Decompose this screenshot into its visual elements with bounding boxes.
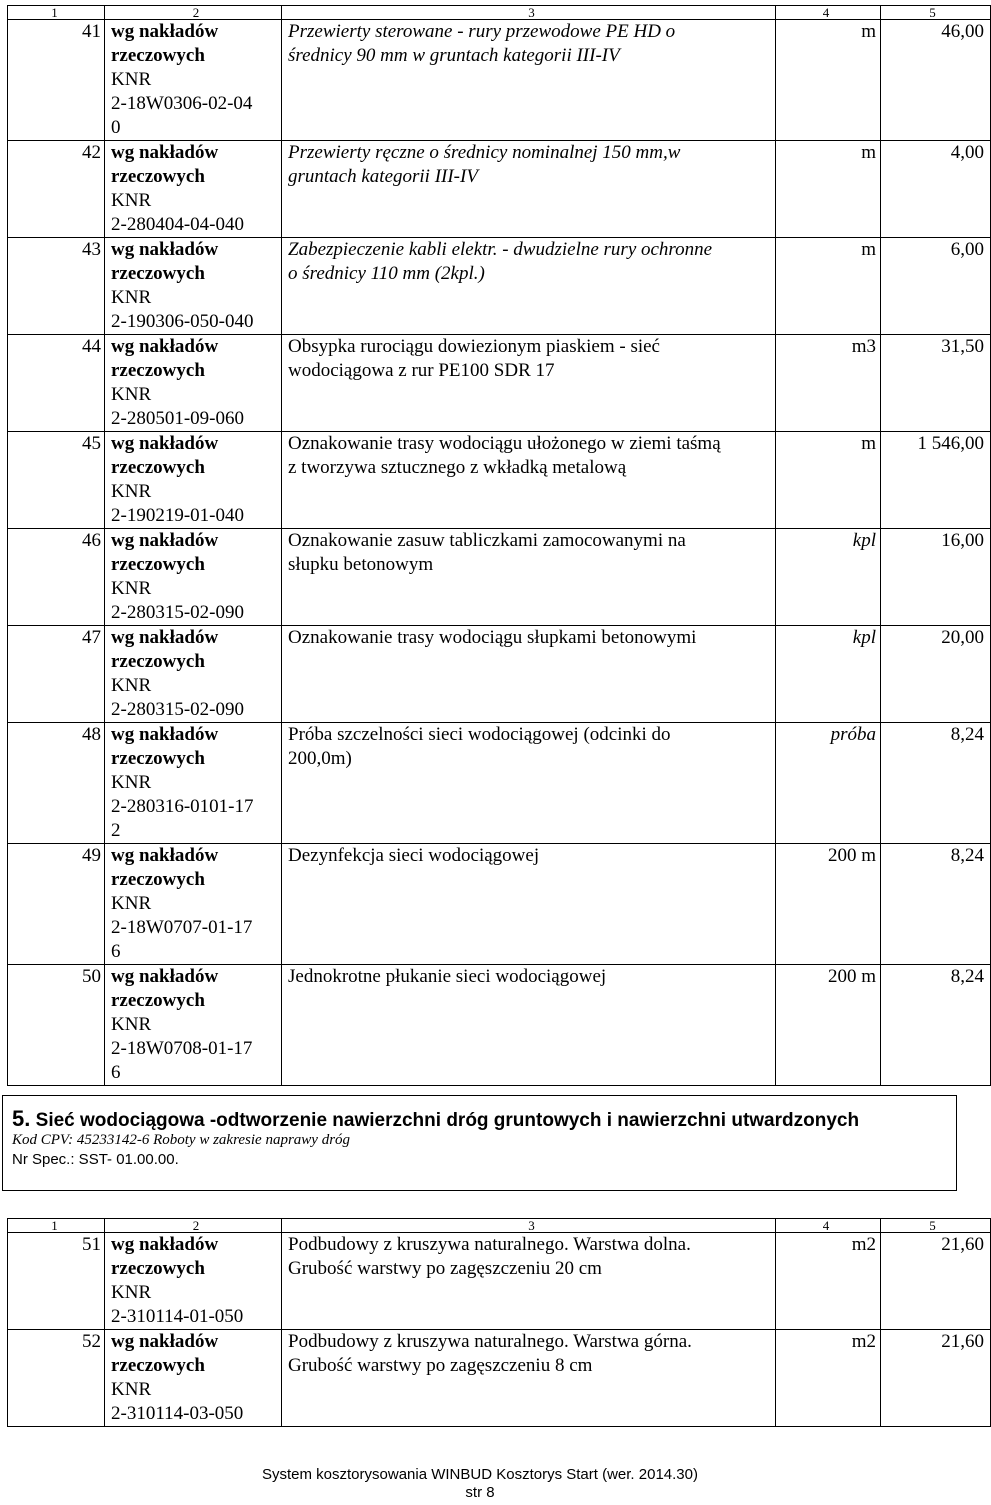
item-description-line: o średnicy 110 mm (2kpl.) (288, 263, 485, 284)
item-source-line: wg nakładów (111, 21, 219, 42)
item-number-text: 45 (82, 433, 101, 454)
table-row (8, 626, 991, 723)
item-source-line: rzeczowych (111, 869, 205, 890)
header-col-2: 2 (105, 6, 282, 20)
header-col-4: 4 (776, 1219, 881, 1233)
item-description-line: słupku betonowym (288, 554, 434, 575)
section-title (12, 1106, 859, 1132)
item-source-line: wg nakładów (111, 239, 219, 260)
item-quantity (881, 1330, 991, 1427)
item-description-line: Podbudowy z kruszywa naturalnego. Warstwa dolna. (288, 1234, 691, 1255)
item-source (105, 432, 282, 529)
item-source (105, 141, 282, 238)
header-col-4: 4 (776, 6, 881, 20)
item-quantity (881, 723, 991, 844)
item-description-line: Obsypka rurociągu dowiezionym piaskiem - sieć (288, 336, 660, 357)
item-source-line: rzeczowych (111, 1258, 205, 1279)
item-description-line: 200,0m) (288, 748, 352, 769)
item-source-line: KNR (111, 481, 152, 502)
item-source-line: 0 (111, 117, 121, 138)
item-description (282, 626, 776, 723)
item-unit (776, 432, 881, 529)
item-description (282, 723, 776, 844)
item-number-text: 44 (82, 336, 101, 357)
item-description-line: średnicy 90 mm w gruntach kategorii III-IV (288, 45, 620, 66)
item-quantity (881, 529, 991, 626)
item-source-line: 6 (111, 1062, 121, 1083)
table-row (8, 20, 991, 141)
item-unit-text: m (861, 433, 876, 454)
item-source-line: wg nakładów (111, 1234, 219, 1255)
item-quantity (881, 965, 991, 1086)
item-source (105, 1233, 282, 1330)
item-source-line: rzeczowych (111, 166, 205, 187)
item-number (8, 238, 105, 335)
item-number (8, 723, 105, 844)
item-quantity-text: 21,60 (941, 1234, 984, 1255)
item-source-line: rzeczowych (111, 651, 205, 672)
item-description (282, 20, 776, 141)
table-header-row (8, 1219, 991, 1233)
header-col-5: 5 (881, 6, 991, 20)
item-source (105, 335, 282, 432)
item-number-text: 48 (82, 724, 101, 745)
item-description-line: Oznakowanie zasuw tabliczkami zamocowanymi na (288, 530, 686, 551)
item-unit-text: 200 m (827, 845, 876, 866)
section-cpv-code: Kod CPV: 45233142-6 Roboty w zakresie naprawy dróg (12, 1132, 351, 1148)
item-description-line: Oznakowanie trasy wodociągu ułożonego w ziemi taśmą (288, 433, 721, 454)
item-source-line: rzeczowych (111, 990, 205, 1011)
item-quantity (881, 432, 991, 529)
item-unit (776, 20, 881, 141)
item-unit (776, 626, 881, 723)
section-header (2, 1095, 957, 1191)
item-unit (776, 965, 881, 1086)
item-source-line: rzeczowych (111, 748, 205, 769)
item-description-line: Próba szczelności sieci wodociągowej (odcinki do (288, 724, 671, 745)
item-number (8, 335, 105, 432)
item-unit (776, 529, 881, 626)
item-quantity (881, 626, 991, 723)
item-quantity-text: 46,00 (941, 21, 984, 42)
item-source (105, 965, 282, 1086)
item-quantity (881, 141, 991, 238)
table-row (8, 844, 991, 965)
item-quantity-text: 4,00 (950, 142, 984, 163)
item-source-line: KNR (111, 893, 152, 914)
item-quantity (881, 1233, 991, 1330)
table-row (8, 965, 991, 1086)
header-col-2: 2 (105, 1219, 282, 1233)
item-number-text: 50 (82, 966, 101, 987)
item-source-line: KNR (111, 190, 152, 211)
item-description-line: Grubość warstwy po zagęszczeniu 20 cm (288, 1258, 602, 1279)
cost-table-upper (7, 5, 991, 1086)
item-source-line: wg nakładów (111, 336, 219, 357)
item-unit-text: m2 (851, 1331, 876, 1352)
item-number (8, 844, 105, 965)
item-unit-text: kpl (852, 530, 876, 551)
item-source-line: wg nakładów (111, 966, 219, 987)
item-source-line: wg nakładów (111, 724, 219, 745)
item-unit (776, 723, 881, 844)
item-source-line: 2-310114-01-050 (111, 1306, 244, 1327)
item-source-line: wg nakładów (111, 433, 219, 454)
item-description (282, 141, 776, 238)
item-source-line: rzeczowych (111, 554, 205, 575)
item-source-line: 2-280315-02-090 (111, 602, 244, 623)
item-source-line: wg nakładów (111, 1331, 219, 1352)
item-source-line: KNR (111, 772, 152, 793)
item-quantity-text: 8,24 (950, 966, 984, 987)
item-source-line: KNR (111, 1379, 152, 1400)
item-source-line: 2-190306-050-040 (111, 311, 254, 332)
item-source-line: wg nakładów (111, 845, 219, 866)
item-source (105, 844, 282, 965)
item-description (282, 432, 776, 529)
item-source (105, 1330, 282, 1427)
item-description-line: Przewierty sterowane - rury przewodowe PE HD o (288, 21, 676, 42)
item-description (282, 238, 776, 335)
footer-page-number: str 8 (465, 1484, 495, 1501)
item-quantity-text: 21,60 (941, 1331, 984, 1352)
item-source-line: KNR (111, 287, 152, 308)
item-unit (776, 844, 881, 965)
item-description-line: Podbudowy z kruszywa naturalnego. Warstwa górna. (288, 1331, 692, 1352)
header-col-1: 1 (8, 1219, 105, 1233)
item-number (8, 20, 105, 141)
header-col-3: 3 (282, 6, 776, 20)
item-quantity-text: 16,00 (941, 530, 984, 551)
item-source-line: KNR (111, 578, 152, 599)
item-number (8, 965, 105, 1086)
item-description-line: Przewierty ręczne o średnicy nominalnej 150 mm,w (288, 142, 681, 163)
item-number (8, 529, 105, 626)
item-quantity-text: 8,24 (950, 845, 984, 866)
item-source-line: KNR (111, 69, 152, 90)
item-description (282, 844, 776, 965)
header-col-3: 3 (282, 1219, 776, 1233)
item-source-line: 2-18W0708-01-17 (111, 1038, 253, 1059)
table-row (8, 335, 991, 432)
header-col-5: 5 (881, 1219, 991, 1233)
item-source-line: 2-190219-01-040 (111, 505, 244, 526)
item-source-line: 2-18W0707-01-17 (111, 917, 253, 938)
item-source-line: 2-18W0306-02-04 (111, 93, 253, 114)
item-source-line: KNR (111, 675, 152, 696)
item-quantity (881, 335, 991, 432)
item-quantity-text: 8,24 (950, 724, 984, 745)
header-col-1: 1 (8, 6, 105, 20)
table-row (8, 238, 991, 335)
item-number-text: 52 (82, 1331, 101, 1352)
item-number-text: 43 (82, 239, 101, 260)
item-source-line: rzeczowych (111, 263, 205, 284)
item-source-line: 2-280404-04-040 (111, 214, 244, 235)
item-source (105, 626, 282, 723)
item-number-text: 46 (82, 530, 101, 551)
item-source-line: rzeczowych (111, 457, 205, 478)
item-unit (776, 335, 881, 432)
item-unit (776, 238, 881, 335)
item-unit (776, 1233, 881, 1330)
item-source-line: 6 (111, 941, 121, 962)
item-description (282, 529, 776, 626)
item-source (105, 529, 282, 626)
item-unit (776, 141, 881, 238)
item-description-line: Dezynfekcja sieci wodociągowej (288, 845, 540, 866)
item-number (8, 1330, 105, 1427)
item-unit-text: m (861, 142, 876, 163)
item-quantity-text: 1 546,00 (917, 433, 984, 454)
item-source-line: wg nakładów (111, 530, 219, 551)
table-row (8, 432, 991, 529)
item-quantity (881, 844, 991, 965)
item-quantity (881, 238, 991, 335)
item-description (282, 965, 776, 1086)
item-number-text: 49 (82, 845, 101, 866)
item-unit-text: m2 (851, 1234, 876, 1255)
item-description (282, 335, 776, 432)
item-description-line: Zabezpieczenie kabli elektr. - dwudzielne rury ochronne (288, 239, 713, 260)
item-source-line: KNR (111, 1282, 152, 1303)
item-description (282, 1330, 776, 1427)
item-description-line: wodociągowa z rur PE100 SDR 17 (288, 360, 555, 381)
item-unit-text: m (861, 21, 876, 42)
item-source-line: 2-280316-0101-17 (111, 796, 254, 817)
item-source-line: wg nakładów (111, 627, 219, 648)
item-unit-text: 200 m (827, 966, 876, 987)
item-source-line: 2-280315-02-090 (111, 699, 244, 720)
item-description-line: Jednokrotne płukanie sieci wodociągowej (288, 966, 607, 987)
table-row (8, 1233, 991, 1330)
item-number-text: 47 (82, 627, 101, 648)
item-source-line: rzeczowych (111, 1355, 205, 1376)
section-number: 5. (12, 1106, 31, 1131)
item-source (105, 20, 282, 141)
table-row (8, 723, 991, 844)
item-description-line: Oznakowanie trasy wodociągu słupkami betonowymi (288, 627, 697, 648)
item-source-line: rzeczowych (111, 45, 205, 66)
item-source-line: rzeczowych (111, 360, 205, 381)
item-source-line: 2-310114-03-050 (111, 1403, 244, 1424)
item-source (105, 238, 282, 335)
item-unit-text: m3 (851, 336, 876, 357)
item-number-text: 51 (82, 1234, 101, 1255)
item-description-line: gruntach kategorii III-IV (288, 166, 478, 187)
item-quantity (881, 20, 991, 141)
item-description (282, 1233, 776, 1330)
cost-table-lower (7, 1218, 991, 1427)
item-description-line: Grubość warstwy po zagęszczeniu 8 cm (288, 1355, 593, 1376)
section-title-text: Sieć wodociągowa -odtworzenie nawierzchni dróg gruntowych i nawierzchni utwardzonych (35, 1110, 860, 1131)
item-source-line: wg nakładów (111, 142, 219, 163)
item-unit-text: m (861, 239, 876, 260)
item-source-line: KNR (111, 384, 152, 405)
item-unit-text: kpl (852, 627, 876, 648)
table-row (8, 529, 991, 626)
table-header-row (8, 6, 991, 20)
item-description-line: z tworzywa sztucznego z wkładką metalową (288, 457, 627, 478)
item-quantity-text: 6,00 (950, 239, 984, 260)
item-number (8, 432, 105, 529)
item-source (105, 723, 282, 844)
item-unit-text: próba (830, 724, 876, 745)
item-quantity-text: 31,50 (941, 336, 984, 357)
table-row (8, 141, 991, 238)
item-source-line: 2-280501-09-060 (111, 408, 244, 429)
item-number-text: 42 (82, 142, 101, 163)
footer-system: System kosztorysowania WINBUD Kosztorys Start (wer. 2014.30) (262, 1466, 698, 1483)
item-quantity-text: 20,00 (941, 627, 984, 648)
item-number (8, 141, 105, 238)
section-spec-number: Nr Spec.: SST- 01.00.00. (12, 1151, 179, 1168)
item-source-line: 2 (111, 820, 121, 841)
table-row (8, 1330, 991, 1427)
item-number (8, 1233, 105, 1330)
item-unit (776, 1330, 881, 1427)
item-number-text: 41 (82, 21, 101, 42)
item-number (8, 626, 105, 723)
item-source-line: KNR (111, 1014, 152, 1035)
